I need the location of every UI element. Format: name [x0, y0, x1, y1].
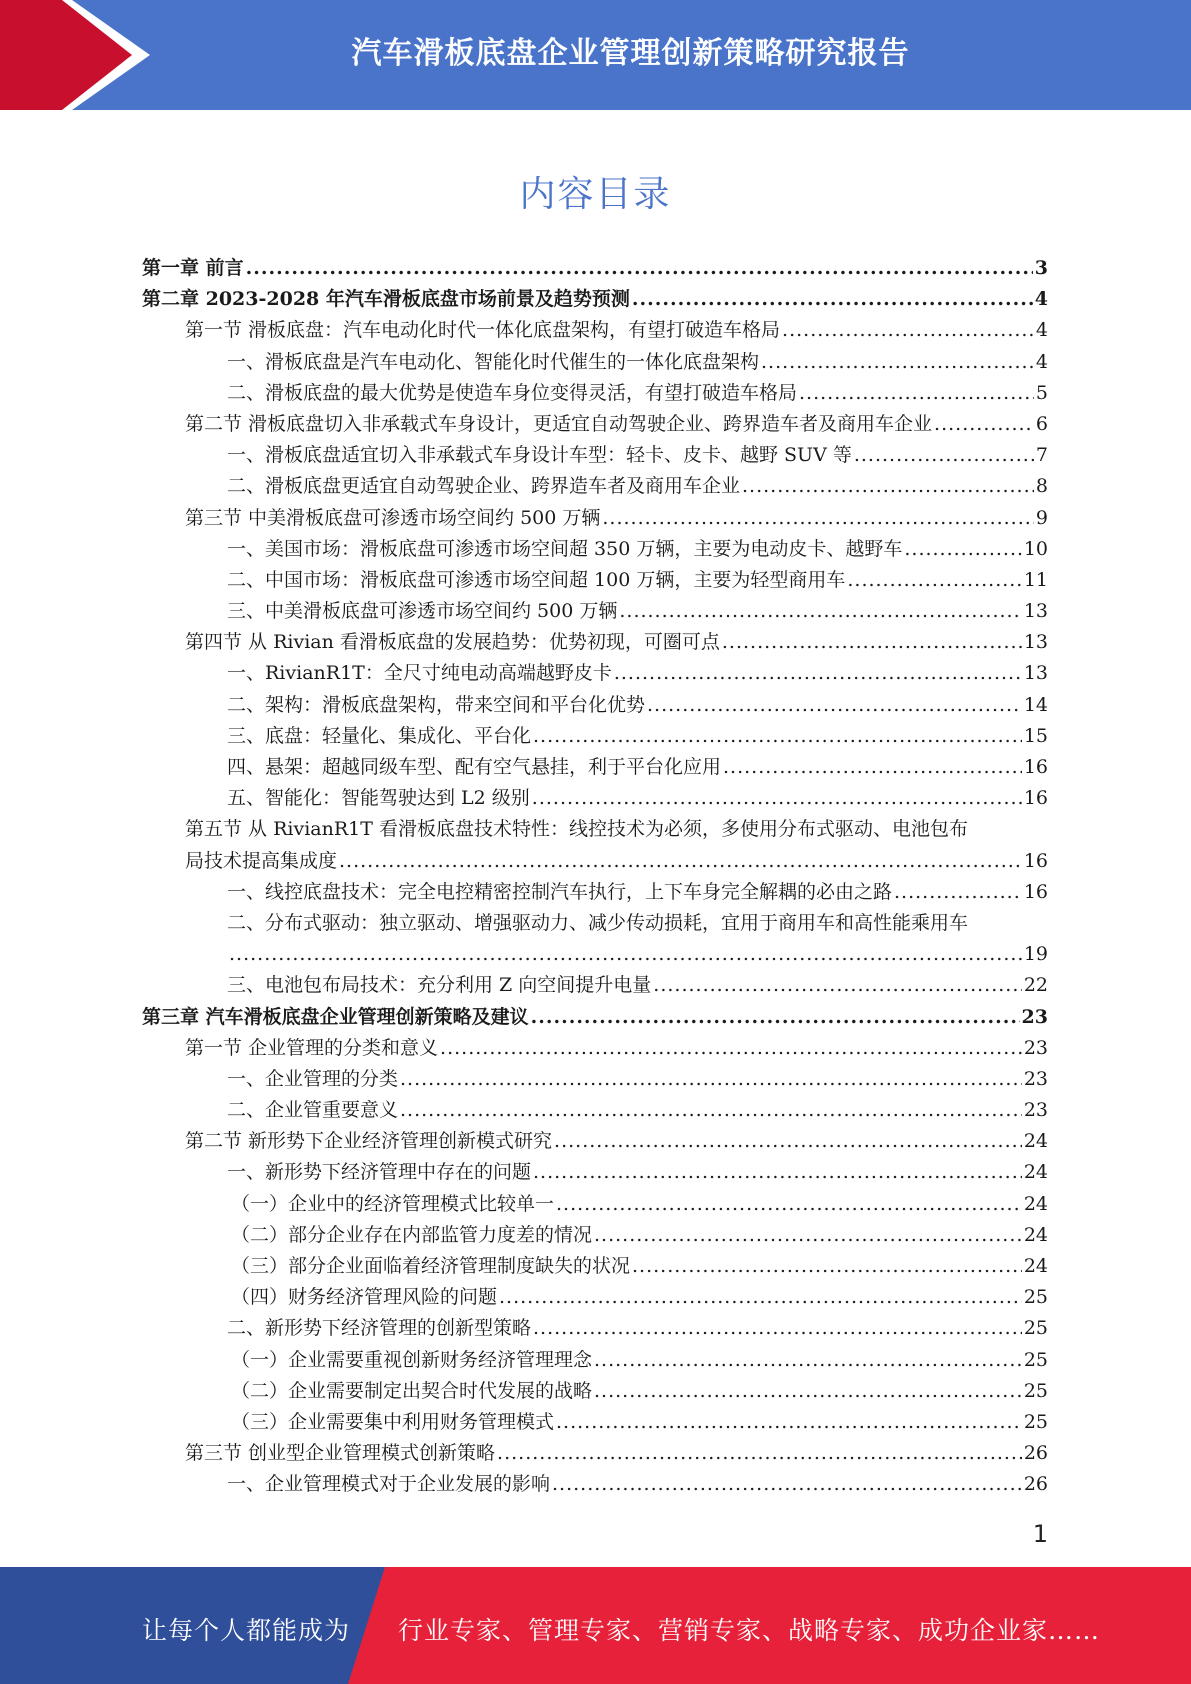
toc-entry-title: 第三节 创业型企业管理模式创新策略 [185, 1442, 496, 1465]
dot-leader [556, 1407, 1022, 1438]
toc-entry[interactable] [142, 1033, 1048, 1064]
footer-slogan-left: 让每个人都能成为 [142, 1616, 351, 1645]
toc-entry-title: 一、企业管理模式对于企业发展的影响 [227, 1473, 551, 1496]
toc-entry[interactable] [142, 970, 1048, 1001]
toc-entry-first-line: 第五节 从 RivianR1T 看滑板底盘技术特性：线控技术为必须，多使用分布式驱动、电池包布 [185, 818, 968, 841]
toc-entry-page: 16 [1023, 787, 1048, 810]
toc-entry-page: 25 [1023, 1410, 1048, 1433]
toc-entry-page: 23 [1023, 1067, 1048, 1090]
table-of-contents [142, 253, 1048, 1501]
dot-leader [799, 378, 1034, 409]
toc-entry-title: 第一节 企业管理的分类和意义 [185, 1036, 439, 1059]
toc-entry-title: 第三章 汽车滑板底盘企业管理创新策略及建议 [142, 1005, 529, 1028]
dot-leader [339, 846, 1022, 877]
toc-entry[interactable] [142, 1469, 1048, 1500]
dot-leader [761, 347, 1034, 378]
dot-leader [653, 970, 1022, 1001]
dot-leader [532, 783, 1022, 814]
toc-entry-page: 24 [1023, 1130, 1048, 1153]
dot-leader [552, 1469, 1022, 1500]
toc-entry-page: 23 [1023, 1099, 1048, 1122]
toc-entry[interactable] [142, 534, 1048, 565]
toc-entry[interactable] [142, 1126, 1048, 1157]
toc-entry[interactable] [142, 1251, 1048, 1282]
toc-entry[interactable] [142, 471, 1048, 502]
toc-entry-page: 8 [1035, 475, 1048, 498]
dot-leader [497, 1438, 1022, 1469]
dot-leader [400, 1064, 1022, 1095]
dot-leader [533, 1313, 1022, 1344]
toc-entry-page: 4 [1034, 288, 1048, 311]
toc-entry[interactable] [142, 1313, 1048, 1344]
toc-entry-title: 四、悬架：超越同级车型、配有空气悬挂，利于平台化应用 [227, 756, 722, 778]
toc-entry-page: 10 [1023, 537, 1048, 560]
dot-leader [533, 721, 1022, 752]
toc-entry-title: 第四节 从 Rivian 看滑板底盘的发展趋势：优势初现，可圈可点 [185, 631, 720, 654]
page-number: 1 [1032, 1520, 1048, 1548]
dot-leader [847, 565, 1021, 596]
toc-entry[interactable] [142, 1345, 1048, 1376]
toc-entry-title: 一、RivianR1T：全尺寸纯电动高端越野皮卡 [227, 662, 612, 685]
toc-entry-title: 二、滑板底盘更适宜自动驾驶企业、跨界造车者及商用车企业 [227, 475, 741, 498]
toc-entry-title: 二、中国市场：滑板底盘可渗透市场空间超 100 万辆，主要为轻型商用车 [227, 568, 846, 591]
toc-entry-title: 五、智能化：智能驾驶达到 L2 级别 [227, 787, 530, 810]
toc-entry[interactable] [142, 315, 1048, 346]
dot-leader [632, 1251, 1022, 1282]
dot-leader [614, 658, 1022, 689]
toc-entry-page: 19 [1023, 943, 1048, 966]
toc-entry-page: 11 [1023, 568, 1048, 591]
toc-entry-page: 15 [1023, 724, 1048, 747]
toc-entry-page: 25 [1023, 1348, 1048, 1371]
dot-leader [647, 690, 1022, 721]
toc-entry-title: 第二节 滑板底盘切入非承载式车身设计，更适宜自动驾驶企业、跨界造车者及商用车企业 [185, 412, 933, 435]
toc-entry[interactable] [142, 690, 1048, 721]
toc-entry-title: （三）企业需要集中利用财务管理模式 [231, 1410, 555, 1433]
toc-entry[interactable] [142, 1282, 1048, 1313]
dot-leader [934, 409, 1034, 440]
toc-entry-title: 三、中美滑板底盘可渗透市场空间约 500 万辆 [227, 600, 618, 623]
toc-entry-page: 25 [1023, 1379, 1048, 1402]
toc-entry[interactable] [142, 939, 1048, 970]
toc-entry-page: 4 [1035, 319, 1048, 342]
toc-entry[interactable] [142, 752, 1048, 783]
dot-leader [400, 1095, 1022, 1126]
toc-entry-page: 24 [1023, 1192, 1048, 1215]
toc-entry-title: 第一章 前言 [142, 257, 244, 279]
toc-entry-page: 24 [1023, 1223, 1048, 1246]
toc-entry[interactable] [142, 409, 1048, 440]
dot-leader [229, 939, 1022, 970]
toc-entry-title: 一、线控底盘技术：完全电控精密控制汽车执行，上下车身完全解耦的必由之路 [227, 880, 893, 903]
footer-band [0, 1567, 1191, 1684]
toc-entry-title: （二）企业需要制定出契合时代发展的战略 [231, 1379, 593, 1402]
footer-slogan-right: 行业专家、管理专家、营销专家、战略专家、成功企业家…… [398, 1616, 1101, 1645]
toc-entry[interactable] [142, 284, 1048, 315]
toc-entry-title: 二、企业管重要意义 [227, 1099, 399, 1122]
toc-entry-page: 23 [1021, 1005, 1048, 1028]
dot-leader [894, 877, 1022, 908]
toc-entry[interactable] [142, 253, 1048, 284]
report-title: 汽车滑板底盘企业管理创新策略研究报告 [351, 36, 910, 71]
toc-entry-title: （一）企业需要重视创新财务经济管理理念 [231, 1348, 593, 1371]
dot-leader [742, 471, 1034, 502]
toc-entry-title: （二）部分企业存在内部监管力度差的情况 [231, 1223, 593, 1246]
toc-entry-page: 16 [1023, 756, 1048, 778]
toc-entry[interactable] [142, 721, 1048, 752]
toc-entry[interactable] [142, 1157, 1048, 1188]
dot-leader [531, 1002, 1020, 1033]
toc-entry-title: 局技术提高集成度 [185, 849, 338, 872]
dot-leader [594, 1220, 1022, 1251]
toc-entry-title: 第二节 新形势下企业经济管理创新模式研究 [185, 1130, 553, 1153]
toc-entry-title: 第二章 2023-2028 年汽车滑板底盘市场前景及趋势预测 [142, 288, 630, 311]
toc-entry[interactable] [142, 1002, 1048, 1033]
toc-entry[interactable] [142, 846, 1048, 877]
toc-entry[interactable] [142, 1407, 1048, 1438]
toc-entry[interactable] [142, 877, 1048, 908]
toc-entry-page: 25 [1023, 1317, 1048, 1340]
toc-entry-title: （四）财务经济管理风险的问题 [231, 1286, 498, 1309]
toc-entry-page: 25 [1023, 1286, 1048, 1309]
toc-entry[interactable] [142, 565, 1048, 596]
toc-entry-title: 三、电池包布局技术：充分利用 Z 向空间提升电量 [227, 974, 652, 997]
toc-title: 内容目录 [519, 174, 672, 215]
toc-entry[interactable] [142, 1189, 1048, 1220]
toc-entry-page: 26 [1023, 1473, 1048, 1496]
dot-leader [440, 1033, 1022, 1064]
toc-entry-page: 24 [1023, 1161, 1048, 1184]
dot-leader [722, 627, 1022, 658]
toc-entry-page: 16 [1023, 849, 1048, 872]
dot-leader [556, 1189, 1022, 1220]
toc-entry-title: （三）部分企业面临着经济管理制度缺失的状况 [231, 1255, 631, 1277]
toc-entry-title: 二、新形势下经济管理的创新型策略 [227, 1317, 532, 1340]
dot-leader [632, 284, 1033, 315]
toc-entry-page: 6 [1035, 412, 1048, 435]
dot-leader [246, 253, 1033, 284]
toc-entry-first-line: 二、分布式驱动：独立驱动、增强驱动力、减少传动损耗，宜用于商用车和高性能乘用车 [227, 911, 969, 934]
toc-entry-page: 14 [1023, 693, 1048, 716]
toc-entry-title: 三、底盘：轻量化、集成化、平台化 [227, 724, 532, 747]
toc-entry-page: 9 [1035, 506, 1048, 529]
toc-entry-page: 5 [1035, 381, 1048, 404]
toc-entry[interactable] [142, 658, 1048, 689]
dot-leader [602, 503, 1034, 534]
dot-leader [723, 752, 1022, 783]
dot-leader [499, 1282, 1022, 1313]
dot-leader [533, 1157, 1022, 1188]
toc-entry-page: 4 [1035, 350, 1048, 373]
toc-entry-title: 二、滑板底盘的最大优势是使造车身位变得灵活，有望打破造车格局 [227, 381, 798, 404]
toc-entry-page: 13 [1023, 631, 1048, 654]
toc-entry[interactable] [142, 1064, 1048, 1095]
toc-entry[interactable] [142, 1438, 1048, 1469]
toc-entry-title: 第三节 中美滑板底盘可渗透市场空间约 500 万辆 [185, 506, 601, 529]
toc-entry-page: 23 [1023, 1036, 1048, 1059]
toc-entry-title: 一、美国市场：滑板底盘可渗透市场空间超 350 万辆，主要为电动皮卡、越野车 [227, 537, 903, 560]
toc-entry-page: 26 [1023, 1442, 1048, 1465]
toc-entry[interactable] [142, 627, 1048, 658]
toc-entry[interactable] [142, 1095, 1048, 1126]
toc-entry[interactable] [142, 783, 1048, 814]
toc-entry-title: 第一节 滑板底盘：汽车电动化时代一体化底盘架构，有望打破造车格局 [185, 319, 781, 342]
toc-entry[interactable] [142, 1376, 1048, 1407]
toc-entry-page: 3 [1034, 257, 1048, 279]
header-band [0, 0, 1191, 110]
toc-entry-page: 13 [1023, 662, 1048, 685]
toc-entry[interactable] [142, 378, 1048, 409]
toc-entry[interactable] [142, 347, 1048, 378]
dot-leader [904, 534, 1021, 565]
toc-entry-title: （一）企业中的经济管理模式比较单一 [231, 1192, 555, 1215]
toc-entry-page: 24 [1023, 1255, 1048, 1277]
toc-entry-title: 一、新形势下经济管理中存在的问题 [227, 1161, 532, 1184]
toc-entry[interactable] [142, 1220, 1048, 1251]
dot-leader [594, 1345, 1022, 1376]
toc-entry-page: 7 [1035, 444, 1048, 467]
toc-entry-title: 一、滑板底盘是汽车电动化、智能化时代催生的一体化底盘架构 [227, 350, 760, 373]
toc-entry-page: 22 [1023, 974, 1048, 997]
toc-entry-title: 一、企业管理的分类 [227, 1067, 399, 1090]
toc-entry-page: 13 [1023, 600, 1048, 623]
dot-leader [594, 1376, 1022, 1407]
toc-entry[interactable] [142, 440, 1048, 471]
toc-entry[interactable] [142, 503, 1048, 534]
dot-leader [554, 1126, 1022, 1157]
dot-leader [782, 315, 1034, 346]
toc-entry-title: 一、滑板底盘适宜切入非承载式车身设计车型：轻卡、皮卡、越野 SUV 等 [227, 444, 852, 467]
toc-entry[interactable] [142, 596, 1048, 627]
dot-leader [854, 440, 1034, 471]
toc-entry-page: 16 [1023, 880, 1048, 903]
toc-entry-title: 二、架构：滑板底盘架构，带来空间和平台化优势 [227, 693, 646, 716]
dot-leader [619, 596, 1021, 627]
